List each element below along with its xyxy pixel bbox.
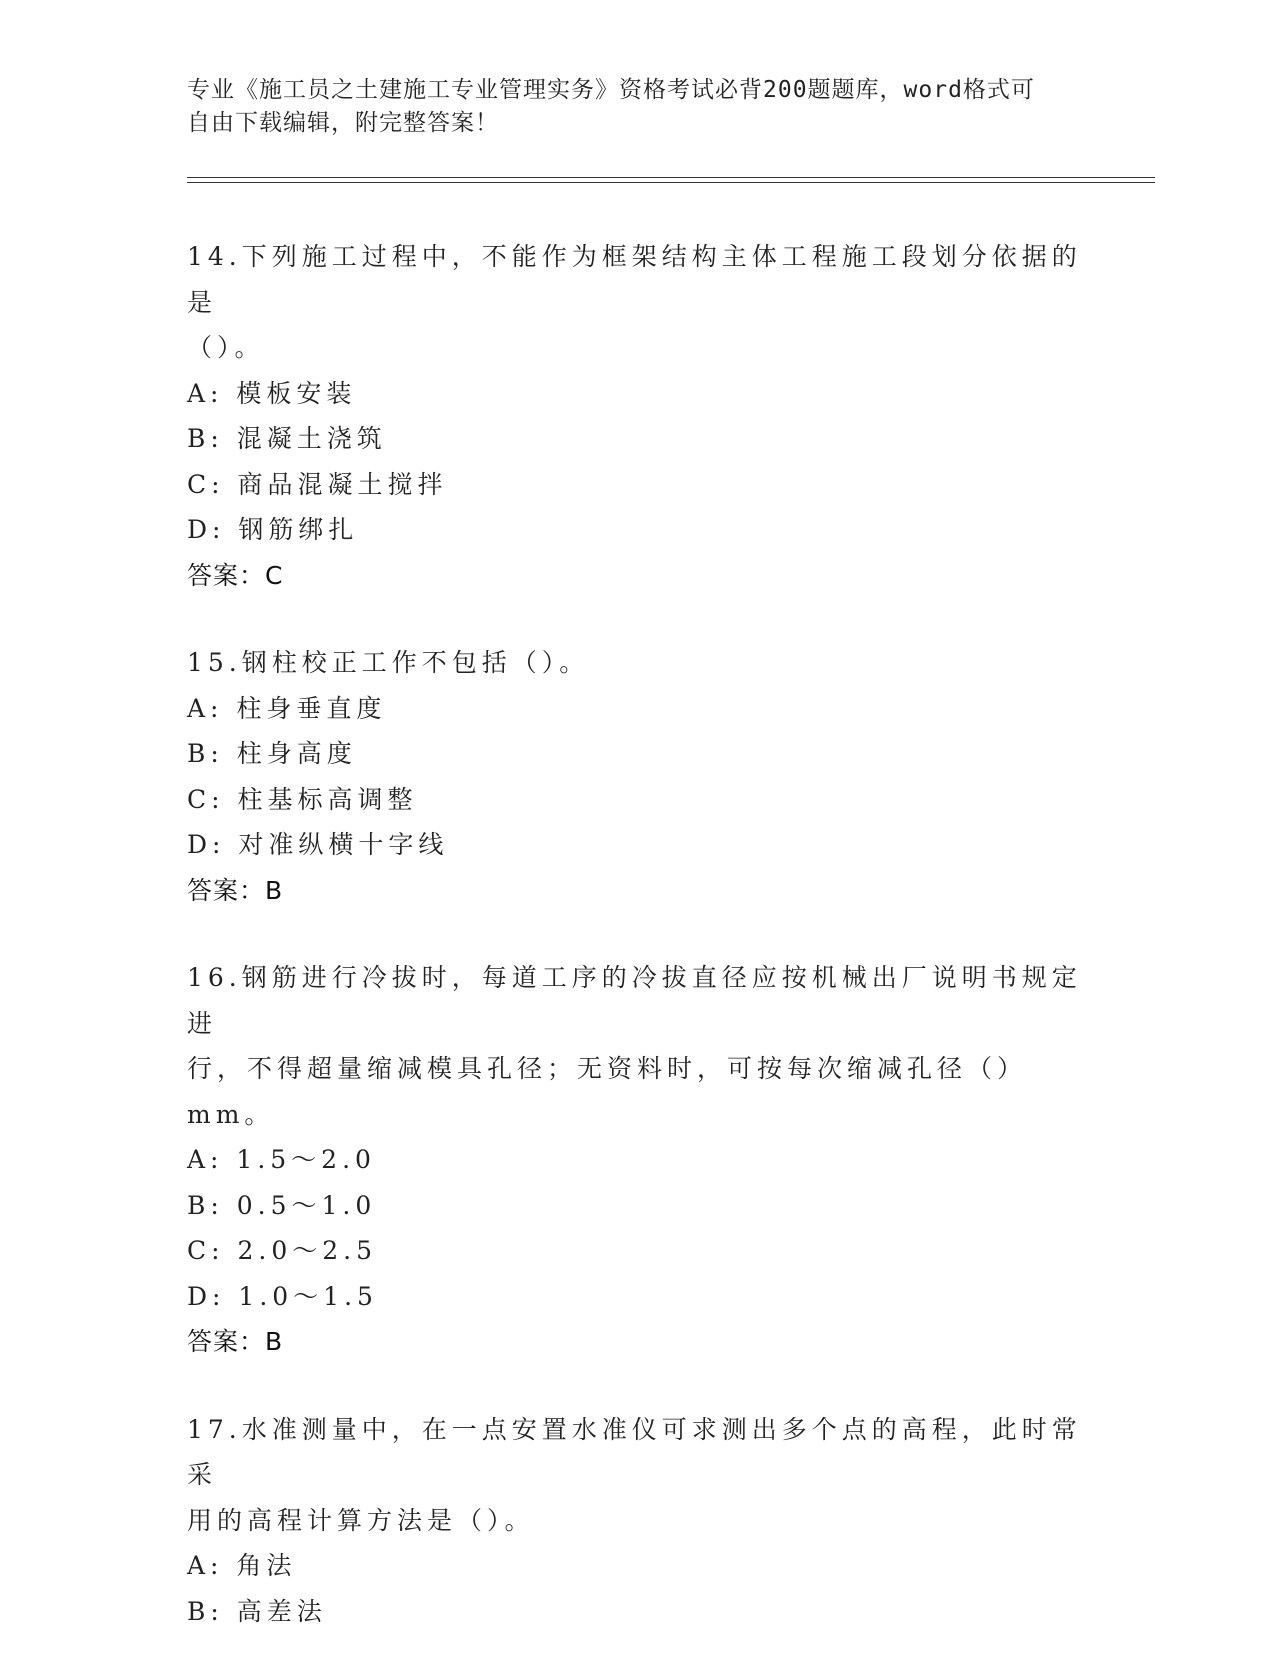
option-a: A: 模板安装 — [187, 378, 357, 408]
option-d: D: 钢筋绑扎 — [187, 515, 359, 544]
question-14 — [187, 234, 1087, 598]
question-stem: 17.水准测量中，在一点安置水准仪可求测出多个点的高程，此时常采 — [187, 1414, 1082, 1489]
option-c: C: 2.0～2.5 — [187, 1236, 378, 1265]
option-d: D: 1.0～1.5 — [187, 1281, 378, 1311]
option-b: B: 柱身高度 — [187, 739, 357, 768]
header-note — [187, 74, 1067, 140]
answer-label: 答案：B — [187, 1327, 284, 1356]
question-stem: 14.下列施工过程中，不能作为框架结构主体工程施工段划分依据的是 — [187, 242, 1082, 317]
option-c: C: 柱基标高调整 — [187, 784, 418, 814]
header-note-line-1: 专业《施工员之土建施工专业管理实务》资格考试必背200题题库，word格式可 — [187, 77, 1035, 103]
option-b: B: 0.5～1.0 — [187, 1190, 377, 1220]
option-d: D: 对准纵横十字线 — [187, 830, 449, 859]
option-a: A: 柱身垂直度 — [187, 693, 387, 723]
option-c: C: 商品混凝土搅拌 — [187, 469, 448, 499]
option-b: B: 高差法 — [187, 1596, 327, 1626]
question-15 — [187, 640, 1087, 913]
question-list — [187, 234, 1087, 1676]
question-stem-continued: 用的高程计算方法是（）。 — [187, 1505, 535, 1535]
option-a: A: 1.5～2.0 — [187, 1145, 376, 1174]
option-b: B: 混凝土浇筑 — [187, 424, 387, 453]
header-note-line-2: 自由下载编辑，附完整答案！ — [187, 110, 499, 136]
option-a: A: 角法 — [187, 1551, 297, 1580]
header-divider-bottom — [187, 182, 1155, 183]
question-stem: 15.钢柱校正工作不包括（）。 — [187, 648, 590, 677]
question-stem-continued: （）。 — [187, 333, 265, 362]
question-16 — [187, 955, 1087, 1365]
answer-label: 答案：C — [187, 560, 284, 590]
question-stem: 16.钢筋进行冷拔时，每道工序的冷拔直径应按机械出厂说明书规定进 — [187, 963, 1082, 1038]
answer-label: 答案：B — [187, 875, 284, 905]
question-17 — [187, 1407, 1087, 1635]
question-stem-continued: 行，不得超量缩减模具孔径；无资料时，可按每次缩减孔径（）mm。 — [187, 1054, 1028, 1129]
header-divider-top — [187, 177, 1155, 178]
